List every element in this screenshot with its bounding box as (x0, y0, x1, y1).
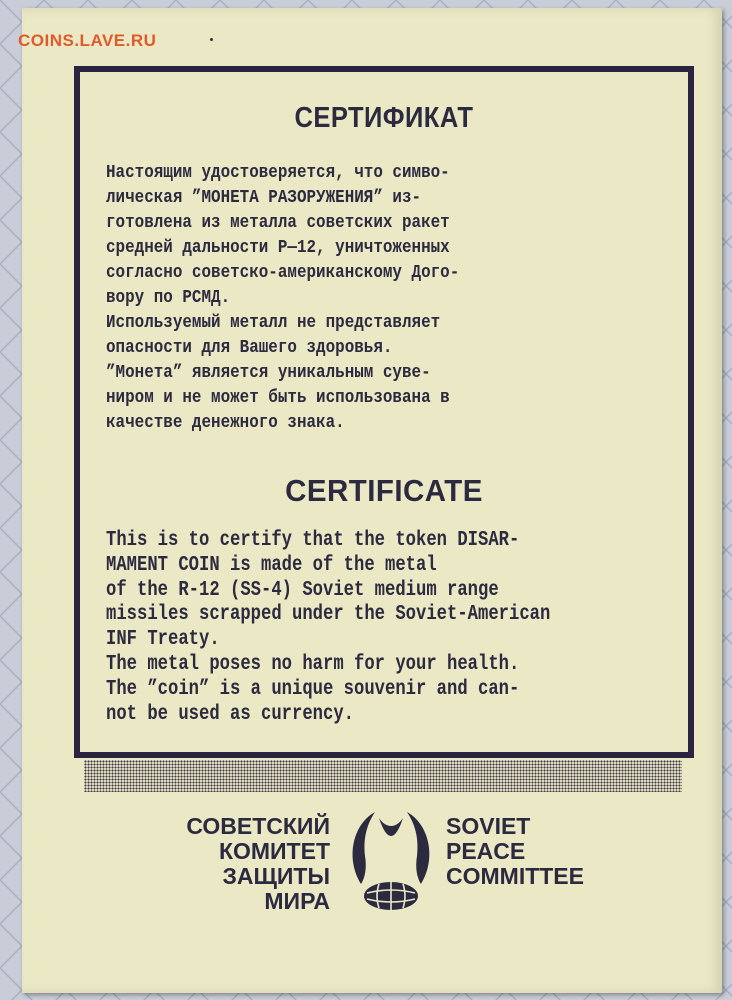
text-line: качестве денежного знака. (106, 412, 345, 433)
issuer-name-english (446, 814, 646, 889)
title-english: CERTIFICATE (285, 473, 483, 508)
text-line: This is to certify that the token DISAR- (106, 529, 520, 552)
text-line: средней дальности Р—12, уничтоженных (106, 237, 450, 258)
issuer-line: МИРА (264, 888, 330, 914)
issuer-line: SOVIET (446, 813, 531, 839)
text-line: Используемый металл не представляет (106, 312, 441, 333)
text-line: MAMENT COIN is made of the metal (106, 553, 437, 577)
issuer-line: COMMITTEE (446, 863, 584, 889)
title-russian: СЕРТИФИКАТ (294, 102, 474, 134)
text-line: missiles scrapped under the Soviet-American (106, 603, 551, 627)
certificate-frame (74, 66, 694, 758)
text-english (106, 529, 664, 727)
issuer-line: PEACE (446, 838, 526, 864)
issuer-line: ЗАЩИТЫ (222, 863, 330, 889)
text-line: The metal poses no harm for your health. (106, 652, 520, 676)
issuer-line: КОМИТЕТ (218, 838, 330, 864)
site-watermark: COINS.LAVE.RU (18, 31, 157, 50)
text-line: опасности для Вашего здоровья. (106, 337, 393, 358)
text-line: лическая ”МОНЕТА РАЗОРУЖЕНИЯ” из- (106, 187, 422, 208)
text-line: INF Treaty. (106, 628, 220, 652)
text-line: not be used as currency. (106, 702, 355, 726)
text-line: of the R-12 (SS-4) Soviet medium range (106, 578, 499, 602)
halftone-band (84, 760, 682, 792)
issuer-line: СОВЕТСКИЙ (186, 813, 330, 839)
watermark-dot (210, 38, 213, 41)
text-line: ”Монета” является уникальным суве- (106, 362, 431, 383)
text-line: вору по РСМД. (106, 287, 231, 308)
certificate-card (22, 8, 722, 993)
text-line: согласно советско-американскому Дого- (106, 262, 460, 283)
issuer-name-russian (140, 814, 330, 914)
text-line: The ”coin” is a unique souvenir and can- (106, 677, 520, 701)
text-line: ниром и не может быть использована в (106, 387, 450, 408)
peace-dove-icon (335, 808, 447, 913)
text-russian (106, 160, 664, 435)
text-line: готовлена из металла советских ракет (106, 212, 450, 233)
text-line: Настоящим удостоверяется, что симво- (106, 162, 450, 183)
